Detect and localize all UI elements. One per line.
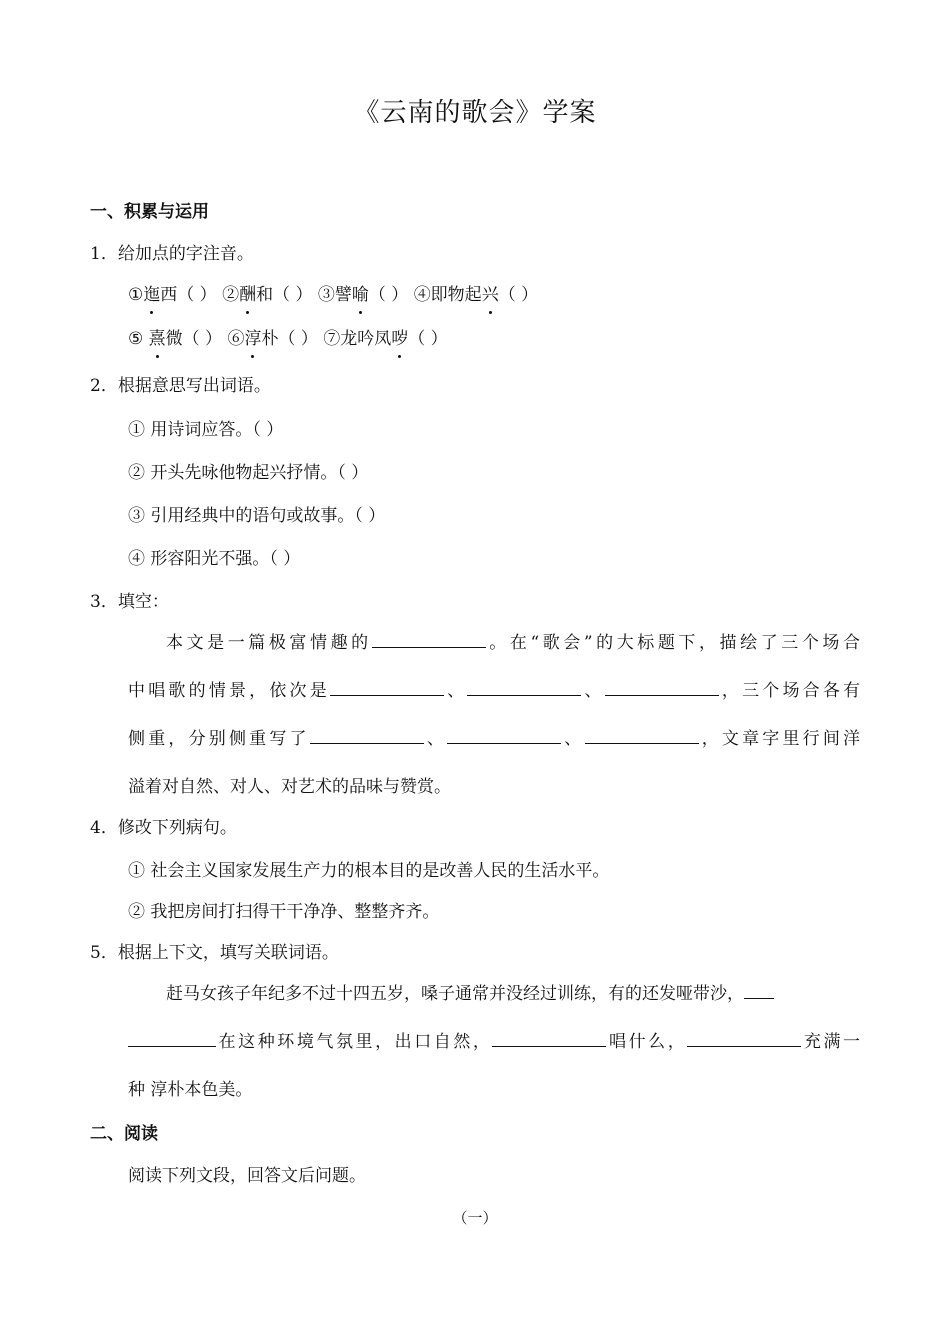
question-2-label: 2．根据意思写出词语。 bbox=[90, 376, 271, 396]
question-2-item: ① 用诗词应答。（ ） bbox=[128, 420, 284, 440]
dotted-char: 酬 bbox=[239, 285, 257, 305]
question-1-row-2: ⑤ 熹微（ ） ⑥淳朴（ ） ⑦龙吟凤哕（ ） bbox=[128, 329, 448, 349]
question-4-item: ① 社会主义国家发展生产力的根本目的是改善人民的生活水平。 bbox=[128, 861, 610, 881]
answer-blank[interactable] bbox=[467, 677, 581, 696]
dotted-char: 熹 bbox=[148, 329, 166, 349]
reading-intro: 阅读下列文段，回答文后问题。 bbox=[128, 1166, 366, 1186]
question-5-label: 5．根据上下文，填写关联词语。 bbox=[90, 943, 339, 963]
answer-blank[interactable] bbox=[585, 725, 699, 744]
answer-blank[interactable] bbox=[605, 677, 719, 696]
question-1-row-1: ①迤西（ ） ②酬和（ ） ③譬喻（ ） ④即物起兴（ ） bbox=[128, 285, 539, 305]
answer-blank[interactable] bbox=[330, 677, 444, 696]
question-2-item: ④ 形容阳光不强。（ ） bbox=[128, 549, 301, 569]
question-4-label: 4．修改下列病句。 bbox=[90, 818, 237, 838]
question-1-label: 1．给加点的字注音。 bbox=[90, 244, 254, 264]
answer-blank[interactable] bbox=[310, 725, 424, 744]
question-2-item: ③ 引用经典中的语句或故事。（ ） bbox=[128, 506, 386, 526]
answer-blank[interactable] bbox=[128, 1028, 216, 1047]
section-heading-2: 二、阅读 bbox=[90, 1124, 158, 1144]
question-5-paragraph: 赶马女孩子年纪多不过十四五岁，嗓子通常并没经过训练，有的还发哑带沙， 在这种环境气氛里，出口自然， 唱什么， 充满一 种 淳朴本色美。 bbox=[128, 970, 860, 1114]
section-heading-1: 一、积累与运用 bbox=[90, 202, 209, 222]
dotted-char: 迤 bbox=[143, 285, 161, 305]
dotted-char: 兴 bbox=[481, 285, 499, 305]
answer-blank[interactable] bbox=[447, 725, 561, 744]
question-2-item: ② 开头先咏他物起兴抒情。（ ） bbox=[128, 463, 369, 483]
answer-blank[interactable] bbox=[687, 1028, 801, 1047]
answer-blank[interactable] bbox=[372, 629, 486, 648]
answer-blank[interactable] bbox=[744, 980, 774, 999]
question-3-label: 3．填空： bbox=[90, 592, 169, 612]
dotted-char: 淳 bbox=[244, 329, 262, 349]
question-4-item: ② 我把房间打扫得干干净净、整整齐齐。 bbox=[128, 902, 440, 922]
dotted-char: 哕 bbox=[391, 329, 409, 349]
question-3-paragraph: 本文是一篇极富情趣的 。在“歌会”的大标题下，描绘了三个场合 中唱歌的情景，依次是 、 、 ，三个场合各有 侧重，分别侧重写了 、 、 ，文章字里行间洋 溢着对自然、对人、对艺术的品味与赞赏。 bbox=[128, 619, 860, 811]
answer-blank[interactable] bbox=[492, 1028, 606, 1047]
dotted-char: 喻 bbox=[351, 285, 369, 305]
passage-number: （一） bbox=[452, 1209, 498, 1227]
page-title: 《云南的歌会》学案 bbox=[353, 98, 597, 128]
